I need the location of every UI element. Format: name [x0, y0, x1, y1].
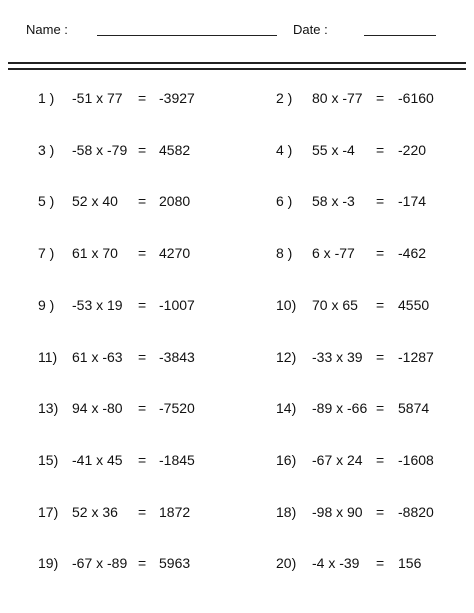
equals-sign: = — [138, 141, 147, 158]
problem-expression: 80 x -77 — [312, 90, 363, 106]
problem-item — [276, 555, 474, 573]
equals-sign: = — [376, 193, 385, 210]
equals-sign: = — [376, 90, 385, 106]
problem-expression: 61 x 70 — [72, 245, 118, 262]
problem-answer: -3927 — [159, 90, 195, 106]
problem-answer: 2080 — [159, 193, 191, 210]
problem-number: 2 ) — [276, 90, 293, 106]
problem-number: 15) — [38, 451, 59, 468]
equals-sign: = — [376, 555, 385, 572]
problem-item — [38, 504, 238, 522]
problem-number: 11) — [38, 348, 58, 365]
problem-expression: 58 x -3 — [312, 193, 355, 210]
equals-sign: = — [138, 451, 147, 468]
problem-expression: 70 x 65 — [312, 296, 358, 313]
problem-item — [38, 142, 238, 160]
equals-sign: = — [138, 348, 147, 365]
problem-answer: 5963 — [159, 555, 191, 572]
equals-sign: = — [138, 503, 147, 520]
date-label: Date : — [293, 22, 328, 37]
problem-answer: 4582 — [159, 141, 191, 158]
problem-item — [38, 400, 238, 418]
problem-item — [276, 90, 474, 108]
problem-number: 19) — [38, 555, 59, 572]
problem-number: 10) — [276, 296, 297, 313]
header-divider — [8, 62, 466, 70]
equals-sign: = — [376, 296, 385, 313]
problem-number: 14) — [276, 400, 297, 417]
problem-answer: -220 — [398, 141, 427, 158]
problem-item — [38, 555, 238, 573]
problem-number: 16) — [276, 451, 297, 468]
problem-number: 1 ) — [38, 90, 55, 106]
problem-expression: 52 x 40 — [72, 193, 118, 210]
equals-sign: = — [376, 451, 385, 468]
problem-item — [38, 193, 238, 211]
problem-number: 13) — [38, 400, 59, 417]
problem-expression: -33 x 39 — [312, 348, 363, 365]
problem-expression: -53 x 19 — [72, 296, 123, 313]
problem-item — [38, 90, 238, 108]
problem-answer: 5874 — [398, 400, 430, 417]
problem-answer: -6160 — [398, 90, 434, 106]
problem-item — [276, 297, 474, 315]
problem-answer: -1845 — [159, 451, 195, 468]
name-field-line[interactable] — [97, 35, 277, 36]
problem-number: 6 ) — [276, 193, 293, 210]
equals-sign: = — [138, 245, 147, 262]
problem-answer: 1872 — [159, 503, 191, 520]
equals-sign: = — [376, 503, 385, 520]
problem-expression: 55 x -4 — [312, 141, 355, 158]
problem-number: 17) — [38, 503, 59, 520]
problem-item — [276, 142, 474, 160]
problem-number: 18) — [276, 503, 297, 520]
problem-expression: -89 x -66 — [312, 400, 368, 417]
problem-expression: 52 x 36 — [72, 503, 118, 520]
problem-expression: -41 x 45 — [72, 451, 123, 468]
equals-sign: = — [376, 348, 385, 365]
equals-sign: = — [138, 555, 147, 572]
problem-expression: -98 x 90 — [312, 503, 363, 520]
problem-item — [38, 297, 238, 315]
problem-answer: -462 — [398, 245, 427, 262]
problem-answer: -3843 — [159, 348, 195, 365]
problem-item — [276, 245, 474, 263]
problem-number: 9 ) — [38, 296, 55, 313]
problem-item — [38, 245, 238, 263]
problem-expression: 6 x -77 — [312, 245, 355, 262]
problem-answer: -1007 — [159, 296, 195, 313]
problem-expression: -58 x -79 — [72, 141, 128, 158]
problem-answer: -174 — [398, 193, 427, 210]
problem-item — [276, 349, 474, 367]
problem-number: 8 ) — [276, 245, 293, 262]
problem-answer: -1287 — [398, 348, 434, 365]
problem-item — [276, 193, 474, 211]
problem-item — [38, 452, 238, 470]
problem-expression: -67 x 24 — [312, 451, 363, 468]
problem-expression: 61 x -63 — [72, 348, 123, 365]
problem-answer: 4550 — [398, 296, 430, 313]
equals-sign: = — [138, 193, 147, 210]
problem-item — [276, 504, 474, 522]
problem-item — [276, 400, 474, 418]
problem-item — [38, 349, 238, 367]
problem-number: 3 ) — [38, 141, 55, 158]
problem-answer: 156 — [398, 555, 422, 572]
problem-answer: -1608 — [398, 451, 434, 468]
equals-sign: = — [376, 141, 385, 158]
equals-sign: = — [376, 400, 385, 417]
problem-number: 20) — [276, 555, 297, 572]
problem-answer: -7520 — [159, 400, 195, 417]
problem-expression: -4 x -39 — [312, 555, 360, 572]
equals-sign: = — [138, 296, 147, 313]
equals-sign: = — [376, 245, 385, 262]
problem-number: 7 ) — [38, 245, 55, 262]
problem-expression: -67 x -89 — [72, 555, 128, 572]
problem-answer: -8820 — [398, 503, 434, 520]
problem-item — [276, 452, 474, 470]
equals-sign: = — [138, 90, 147, 106]
problem-number: 12) — [276, 348, 297, 365]
problem-answer: 4270 — [159, 245, 191, 262]
date-field-line[interactable] — [364, 35, 436, 36]
equals-sign: = — [138, 400, 147, 417]
name-label: Name : — [26, 22, 68, 37]
problem-number: 4 ) — [276, 141, 293, 158]
problem-expression: -51 x 77 — [72, 90, 123, 106]
problem-number: 5 ) — [38, 193, 55, 210]
problem-expression: 94 x -80 — [72, 400, 123, 417]
